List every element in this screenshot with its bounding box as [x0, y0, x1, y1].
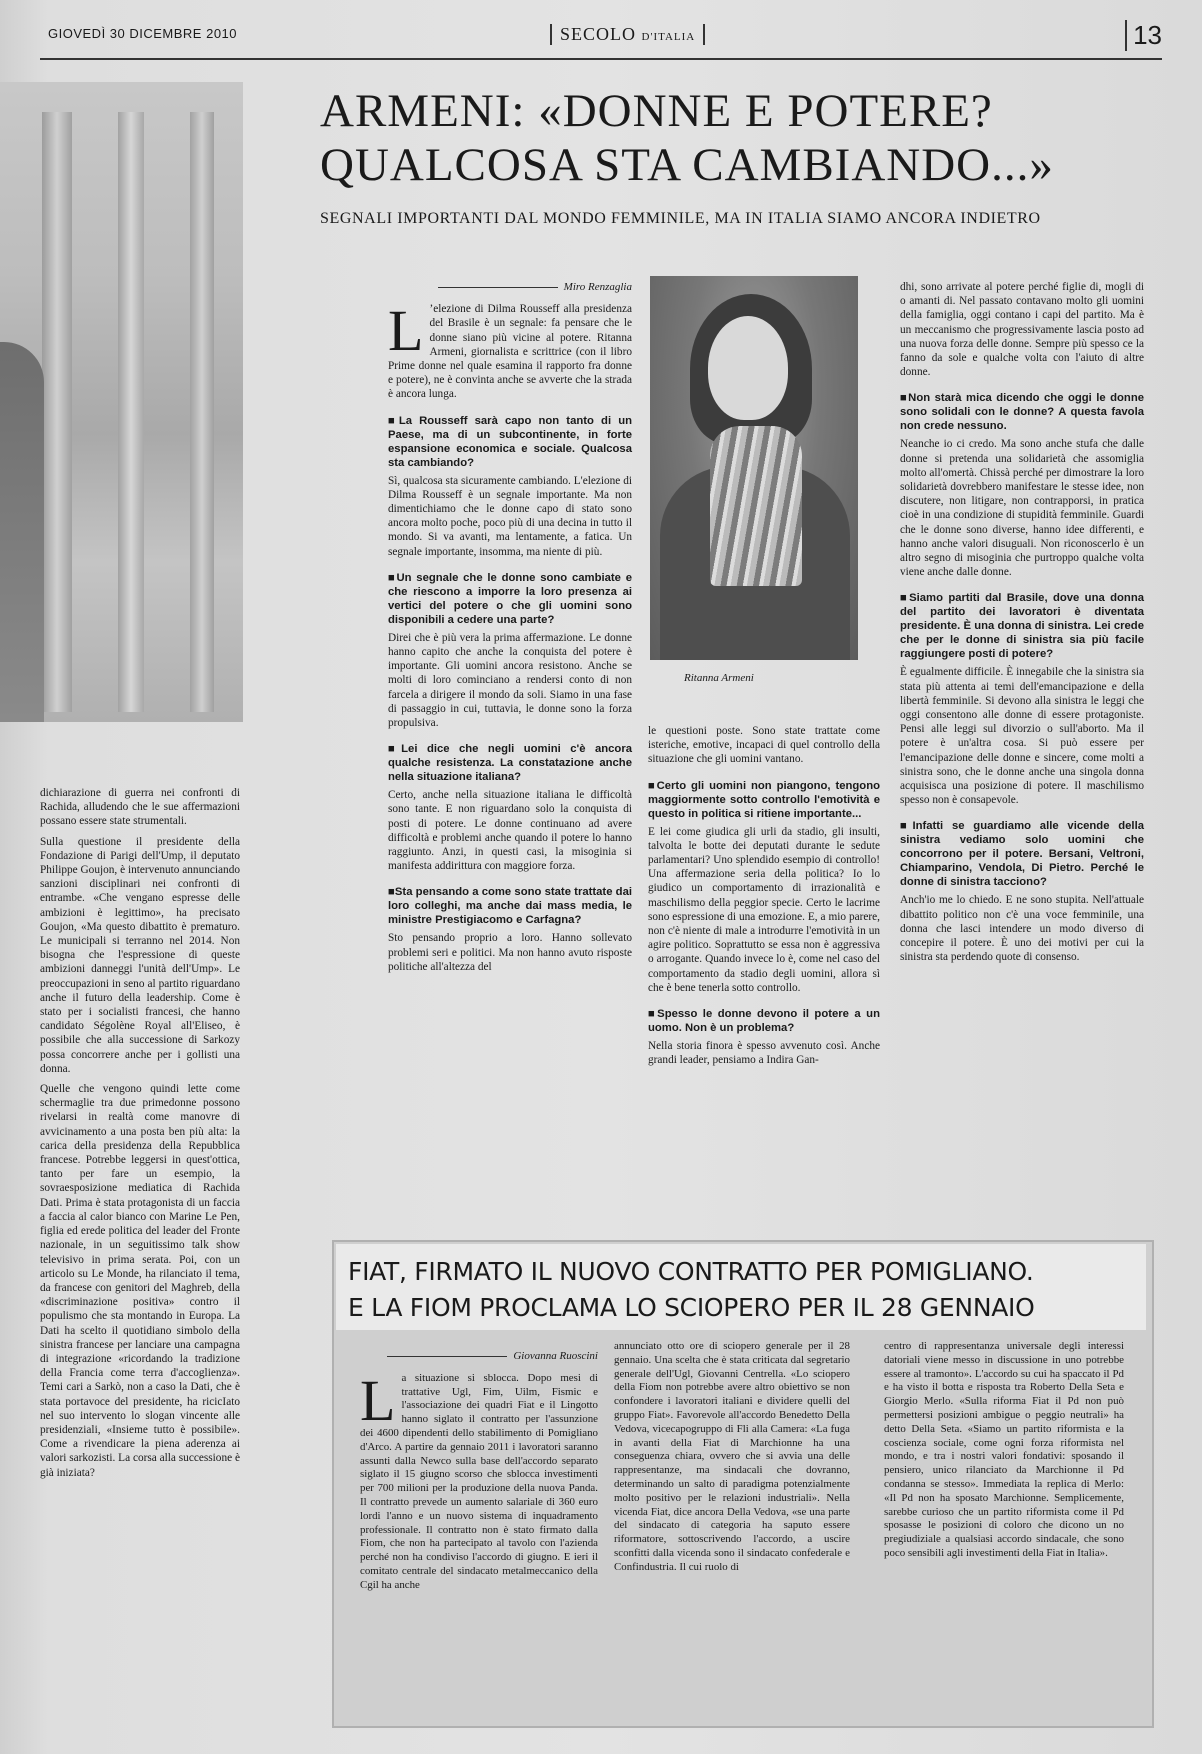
photo-column-shape: [42, 112, 72, 712]
fiat-column-3: [884, 1340, 1124, 1567]
fiat-paragraph: centro di rappresentanza universale degli interessi datoriali viene messo in discussione in uno potrebbe essere al tramonto». L'accordo su cui ha spaccato il Pd e ha visto il botta e risposta tra Roberto Della Seta e Giorgio Merlo. «Sulla riforma Fiat il Pd non può permettersi posizioni ambigue o peggio neutrali» ha detto Della Seta. «Siamo un partito riformista e la coscienza sociale, come ogni forza riformista nel mondo, e tra i nostri valori fondativi: sposando il pensiero, unico rilanciato da Marchionne il Pd condanna se stesso». Immediata la replica di Merlo: «Il Pd non ha sposato Marchionne. Semplicemente, sarebbe curioso che un partito riformista come il Pd sposasse le posizioni di coloro che dicono un no pregiudiziale a qualsiasi accordo sindacale, che sono poco sensibili agli investimenti della Fiat in Italia».: [884, 1340, 1124, 1559]
interview-answer: Anch'io me lo chiedo. E ne sono stupita. Nell'attuale dibattito politico non c'è una voce femminile, una donna che lasci intendere un modo diverso di concepire il potere. È uno dei motivi per cui la sinistra sta perdendo quote di consenso.: [900, 894, 1144, 964]
newspaper-name: [550, 24, 705, 45]
newspaper-title-suffix: D'ITALIA: [641, 31, 696, 43]
fiat-byline: Giovanna Ruoscini: [360, 1350, 598, 1364]
side-paragraph: Quelle che vengono quindi lette come schermaglie tra due primedonne possono rivelarsi in realtà come manovre di avvicinamento a una posta ben più alta: la carica della presidenza della Repubblica francese. Potrebbe leggersi in quest'ottica, tanto per fare un esempio, la sovraesposizione mediatica di Rachida Dati. Prima è stata protagonista di un faccia a faccia al calor bianco con Marine Le Pen, figlia ed erede politica del leader del Fronte nazionale, in un seguitissimo talk show televisivo in prima serata. Poi, con un articolo su Le Monde, ha rilanciato il tema, da francese con genitori del Maghreb, della «discriminazione positiva» contro il populismo che sta montando in Europa. La Dati ha scelto il quotidiano simbolo della sinistra francese per lanciare una campagna di integrazione «ricordando la tradizione della Francia come terra d'accoglienza». Temi cari a Sarkò, non a caso la Dati, che è stata portavoce del presidente, ha ricicIato nel suo intervento lo slogan vincente alle presidenziali, «Insieme tutto è possibile». Come a rivendicare la piena aderenza ai valori sarkozisti. La corsa alla successione è già iniziata?: [40, 1083, 240, 1479]
newspaper-title: SECOLO: [560, 24, 637, 44]
fiat-column-2: [614, 1340, 850, 1581]
photo-column-shape: [190, 112, 214, 712]
photo-caption: Ritanna Armeni: [684, 672, 754, 684]
headline-line-2: QUALCOSA STA CAMBIANDO...»: [320, 139, 1054, 191]
interview-question: ■ Lei dice che negli uomini c'è ancora qualche resistenza. La constatazione anche nella situazione italiana?: [388, 742, 632, 784]
article-byline: Miro Renzaglia: [388, 280, 632, 294]
fiat-headline-line-2: E LA FIOM PROCLAMA LO SCIOPERO PER IL 28 GENNAIO: [348, 1293, 1035, 1322]
interview-question: ■ Non starà mica dicendo che oggi le donne sono solidali con le donne? A questa favola non crede nessuno.: [900, 391, 1144, 433]
photo-figure-shape: [0, 342, 44, 722]
interview-answer: Neanche io ci credo. Ma sono anche stufa che dalle donne si pretenda una solidarietà che assomiglia molto all'omertà. Chissà perché per dimostrare la loro solidarietà dovrebbero manifestare le stesse idee, non discutere, non litigare, non contrapporsi, in pratica cioè in una condizione di stupidità femminile. Guardi che le donne sono diverse, hanno idee differenti, e hanno anche valori disuguali. Non riconoscerlo è un altro segno di misoginia che purtroppo qualche volta viene anche dalle donne.: [900, 438, 1144, 579]
side-paragraph: dichiarazione di guerra nei confronti di Rachida, alludendo che le sue affermazioni possano essere state strumentali.: [40, 787, 240, 828]
masthead: [40, 18, 1162, 60]
side-column: [40, 786, 240, 1486]
interview-answer: E lei come giudica gli urli da stadio, gli insulti, talvolta le botte dei deputati durante le sedute parlamentari? Uno splendido esempio di controllo! Una affermazione seria della politica? Io lo giudico un comportamento di irrazionalità e maschilismo della peggior specie. Certo le lacrime sono espressione di una emozione. E, a mio parere, non c'è niente di male a introdurre l'emotività in un agire politico. Soprattutto se essa non è aggressiva o arrogante. Quando invece lo è, come nel caso del comportamento da stadio degli uomini, allora sì che è bene tenerla sotto controllo.: [648, 825, 880, 994]
portrait-face-shape: [708, 316, 788, 420]
fiat-column-1: [360, 1350, 598, 1599]
interview-question: ■ Spesso le donne devono il potere a un uomo. Non è un problema?: [648, 1007, 880, 1035]
interview-question: ■ Infatti se guardiamo alle vicende della sinistra vediamo solo uomini che concorrono per il potere. Bersani, Veltroni, Chiamparino, Vendola, Di Pietro. Perché le donne di sinistra tacciono?: [900, 819, 1144, 889]
interview-question: ■ Sta pensando a come sono state trattate dai loro colleghi, ma anche dai mass media, le ministre Prestigiacomo e Carfagna?: [388, 885, 632, 927]
interview-answer: Sto pensando proprio a loro. Hanno sollevato problemi seri e politici. Ma non hanno avuto risposte politiche all'altezza del: [388, 932, 632, 973]
portrait-scarf-shape: [710, 426, 802, 586]
article-column-4: [900, 280, 1144, 971]
fiat-headline: [348, 1254, 1138, 1326]
interview-answer: dhi, sono arrivate al potere perché figlie di, mogli di o amanti di. Nel passato contavano molto gli uomini della famiglia, oggi contano i capi del partito. Ma è un meccanismo che progressivamente lascia posto ad una nuova forza delle donne. Sempre più spesso ce la fanno da sole e qualche volta con l'aiuto di altre donne.: [900, 281, 1144, 379]
fiat-headline-line-1: FIAT, FIRMATO IL NUOVO CONTRATTO PER POMIGLIANO.: [348, 1257, 1034, 1286]
page-number: 13: [1125, 20, 1162, 51]
article-intro: ’elezione di Dilma Rousseff alla presidenza del Brasile è un segnale: fa pensare che le donne siano più vicine al potere. Ritanna Armeni, giornalista e scrittrice (con il libro Prime donne nel quale esamina il rapporto fra donne e potere), ne è convinta anche se avverte che la strada è ancora lunga.: [388, 303, 632, 401]
interview-question: ■ Un segnale che le donne sono cambiate e che riescono a imporre la loro presenza ai vertici del potere o che gli uomini sono disponibili a cedere una parte?: [388, 571, 632, 627]
fiat-paragraph: a situazione si sblocca. Dopo mesi di trattative Ugl, Fim, Uilm, Fismic e l'associazione dei quadri Fiat e il Lingotto hanno siglato il contratto per l'assunzione dei 4600 dipendenti dello stabilimento di Pomigliano d'Arco. A partire da gennaio 2011 i lavoratori saranno assunti dalla Newco sulla base dell'accordo separato siglato il 15 giugno scorso che sblocca investimenti per 700 milioni per la produzione della nuova Panda. Il contratto prevede un aumento salariale di 360 euro lordi l'anno e un nuovo sistema di inquadramento professionale. Il contratto non è stato firmato dalla Fiom, che non ha partecipato al tavolo con l'azienda perché non ha condiviso l'accordo di giugno. E ieri il comitato centrale del sindacato metalmeccanico della Cgil ha anche: [360, 1371, 598, 1591]
interview-answer: Nella storia finora è spesso avvenuto così. Anche grandi leader, pensiamo a Indira Gan-: [648, 1040, 880, 1067]
article-subhead: SEGNALI IMPORTANTI DAL MONDO FEMMINILE, MA IN ITALIA SIAMO ANCORA INDIETRO: [320, 210, 1041, 227]
portrait-photo: [650, 276, 858, 660]
interview-answer: Sì, qualcosa sta sicuramente cambiando. L'elezione di Dilma Rousseff è un segnale importante. Ma non dimentichiamo che le donne capo di stato sono ancora molto poche, poco più di una decina in tutto il mondo. Si va avanti, ma lentamente, a fatica. Un segnale importante, insomma, ma niente di più.: [388, 474, 632, 558]
issue-date: GIOVEDÌ 30 DICEMBRE 2010: [48, 26, 238, 41]
interview-answer: Direi che è più vera la prima affermazione. Le donne hanno capito che anche la conquista del potere è importante. Gli uomini ancora resistono. Anche se molti di loro cominciano a rendersi conto di non farcela a dirigere il mondo da soli. Siamo in una fase di passaggio in cui, tuttavia, le donne sono la forza propulsiva.: [388, 631, 632, 730]
interview-question: ■ Certo gli uomini non piangono, tengono maggiormente sotto controllo l'emotività e questo in politica si ritiene importante...: [648, 779, 880, 821]
interview-answer: È egualmente difficile. È innegabile che la sinistra sia stata più attenta ai temi dell'emancipazione e della libertà femminile. Si devono alla sinistra le leggi che oggi consentono alle donne di essere protagoniste. Pensi alle leggi sul divorzio o sull'aborto. Ma il potere è un'altra cosa. Si può essere per l'emancipazione delle donne e sincere, come molti a sinistra sono, che le donne anche una singola donna acquisisca una posizione di potere. Il maschilismo spesso non è consapevole.: [900, 666, 1144, 807]
interview-answer: le questioni poste. Sono state trattate come isteriche, emotive, incapaci di quel controllo della situazione che gli uomini vantano.: [648, 725, 880, 766]
interview-answer: Certo, anche nella situazione italiana le difficoltà sono tante. E non riguardano solo la conquista di posti di potere. Le donne continuano ad avere difficoltà e problemi anche quando il potere lo hanno raggiunto. Anzi, in questi casi, la misoginia si manifesta addirittura con maggiore forza.: [388, 789, 632, 873]
interview-question: ■ Siamo partiti dal Brasile, dove una donna del partito dei lavoratori è diventata presidente. È una donna di sinistra. Lei crede che per le donne di sinistra sia più facile raggiungere posti di potere?: [900, 591, 1144, 661]
article-column-3: [648, 724, 880, 1073]
article-headline: [320, 84, 1160, 192]
interview-question: ■ La Rousseff sarà capo non tanto di un Paese, ma di un subcontinente, in forte espansione economica e sociale. Qualcosa sta cambiando?: [388, 414, 632, 470]
fiat-paragraph: annunciato otto ore di sciopero generale per il 28 gennaio. Una scelta che è stata criticata dal segretario generale dell'Ugl, Giovanni Centrella. «Lo sciopero della Fiom non potrebbe avere altro obiettivo se non confondere i lavoratori italiani e dividere quelli del gruppo Fiat». Favorevole all'accordo Benedetto Della Vedova, vicecapogruppo di Fli alla Camera: «La fuga in avanti della Fiat di Marchionne ha una conseguenza chiara, ovvero che si avvia una delle rappresentanze, ma sindacali che dovranno, determinando un salto di paradigma potenzialmente molto positivo per le relazioni industriali». Nella vicenda Fiat, dice ancora Della Vedova, «se una parte del sindacato di categoria ha saputo essere riformatore, sottoscrivendo l'accordo, a uscire sconfitti dalla vicenda sono il sindacato confederale e Confindustria. Il cui ruolo di: [614, 1340, 850, 1573]
dropcap: L: [388, 298, 424, 364]
article-column-1: [388, 280, 632, 980]
headline-line-1: ARMENI: «DONNE E POTERE?: [320, 85, 993, 137]
fiat-dropcap: L: [360, 1367, 396, 1433]
photo-column-shape: [118, 112, 144, 712]
side-paragraph: Sulla questione il presidente della Fondazione di Parigi dell'Ump, il deputato Philippe Goujon, è intervenuto annunciando sanzioni disciplinari nei confronti di entrambe. «Che vengano espresse delle ambizioni è legittimo», ha precisato Goujon, «Ma questo dibattito è prematuro. Le municipali si terranno nel 2014. Non bisogna che l'espressione di queste ambizioni danneggi l'unità dell'Ump». Le preoccupazioni in seno al partito riguardano anche il futuro della leadership. Come è stato per i socialisti francesi, che hanno candidato Ségolène Royal all'Eliseo, è possibile che alla successione di Sarkozy possa concorrere anche per i gollisti una donna.: [40, 835, 240, 1075]
left-photo: [0, 82, 243, 722]
